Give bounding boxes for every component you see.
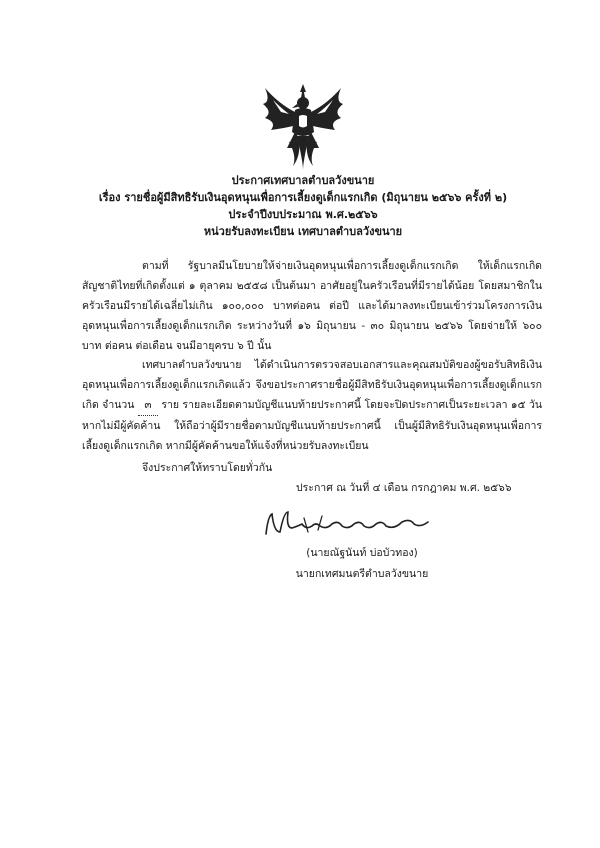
garuda-emblem-icon — [259, 82, 347, 172]
paragraph-verification — [82, 355, 542, 456]
registration-unit: หน่วยรับลงทะเบียน เทศบาลตำบลวังขนาย — [203, 225, 403, 238]
signature-icon — [262, 508, 432, 542]
signer-name: (นายณัฐนันท์ บ่อบัวทอง) — [306, 547, 418, 559]
recipient-count: ๓ — [138, 395, 158, 416]
signer-title: นายกเทศมนตรีตำบลวังขนาย — [295, 568, 429, 580]
announcement-issuer: ประกาศเทศบาลตำบลวังขนาย — [231, 174, 375, 187]
paragraph-verification-text: เทศบาลตำบลวังขนาย ได้ดำเนินการตรวจสอบเอกสารและคุณสมบัติของผู้ขอรับสิทธิเงินอุดหนุนเพื่อการเลี้ยงดูเด็กแรกเกิดแล้ว จึงขอประกาศรายชื่อผู้มีสิทธิรับเงินอุดหนุนเพื่อการเลี้ยงดูเด็กแรกเกิด จำนวน — [82, 359, 542, 411]
paragraph-policy: ตามที่ รัฐบาลมีนโยบายให้จ่ายเงินอุดหนุนเพื่อการเลี้ยงดูเด็กแรกเกิด ให้เด็กแรกเกิดสัญชาติไทยที่เกิดตั้งแต่ ๑ ตุลาคม ๒๕๕๘ เป็นต้นมา อาศัยอยู่ในครัวเรือนที่มีรายได้น้อย โดยสมาชิกในครัวเรือนมีรายได้เฉลี่ยไม่เกิน ๑๐๐,๐๐๐ บาทต่อคน ต่อปี และได้มาลงทะเบียนเข้าร่วมโครงการเงินอุดหนุนเพื่อการเลี้ยงดูเด็กแรกเกิด ระหว่างวันที่ ๑๖ มิถุนายน - ๓๐ มิถุนายน ๒๕๖๖ โดยจ่ายให้ ๖๐๐ บาท ต่อคน ต่อเดือน จนมีอายุครบ ๖ ปี นั้น — [82, 260, 542, 352]
announcement-subject: เรื่อง รายชื่อผู้มีสิทธิรับเงินอุดหนุนเพื่อการเลี้ยงดูเด็กแรกเกิด (มิถุนายน ๒๕๖๖ ครั้งที่ ๒) — [98, 191, 508, 204]
fiscal-year: ประจำปีงบประมาณ พ.ศ.๒๕๖๖ — [228, 208, 378, 221]
paragraph-closing: จึงประกาศให้ทราบโดยทั่วกัน — [142, 462, 273, 474]
paragraph-verification-text-end: ราย รายละเอียดตามบัญชีแนบท้ายประกาศนี้ โดยจะปิดประกาศเป็นระยะเวลา ๑๕ วัน หากไม่มีผู้คัดค้าน ให้ถือว่าผู้มีรายชื่อตามบัญชีแนบท้ายประกาศนี้ เป็นผู้มีสิทธิรับเงินอุดหนุนเพื่อการเลี้ยงดูเด็กแรกเกิด หากมีผู้คัดค้านขอให้แจ้งที่หน่วยรับลงทะเบียน — [82, 399, 543, 452]
announcement-date: ประกาศ ณ วันที่ ๔ เดือน กรกฎาคม พ.ศ. ๒๕๖๖ — [296, 482, 512, 494]
